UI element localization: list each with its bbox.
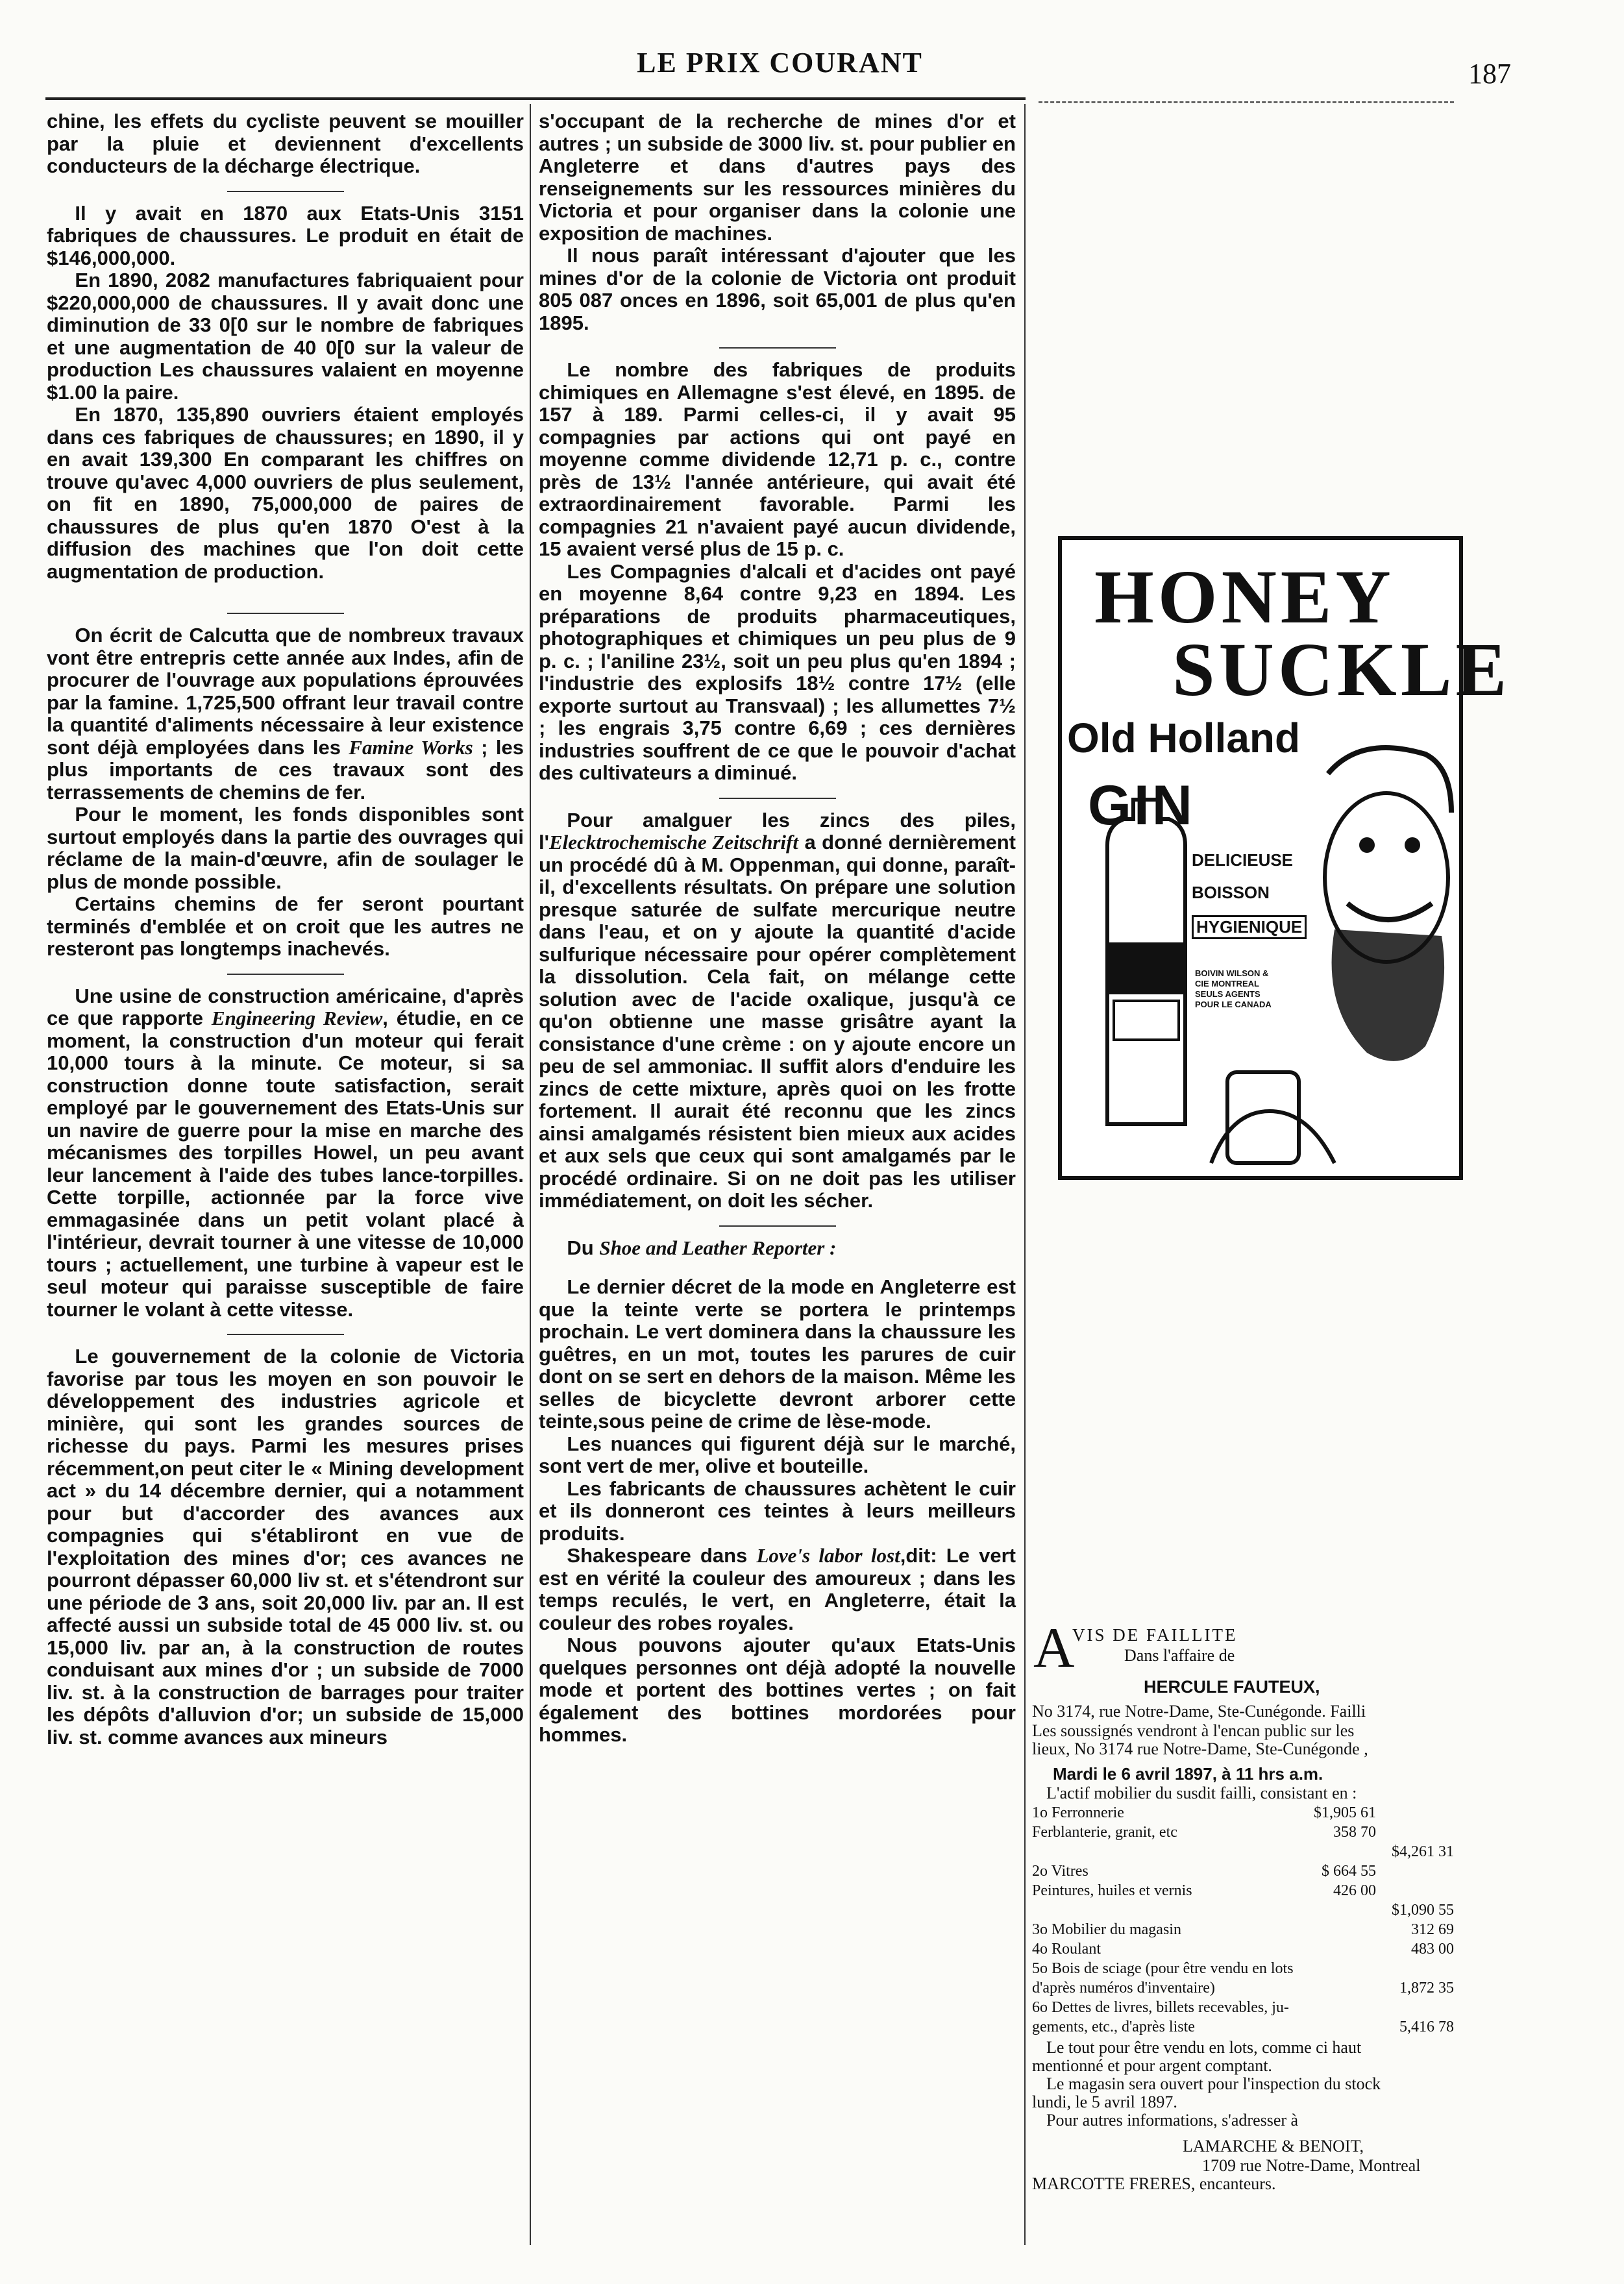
asset-amount: $1,905 61 — [1314, 1804, 1376, 1821]
ad-agents: BOIVIN WILSON & CIE MONTREAL SEULS AGENTS POUR LE CANADA — [1195, 968, 1272, 1009]
asset-label — [1032, 1900, 1305, 1920]
asset-row — [1032, 2017, 1454, 2037]
asset-row — [1032, 1959, 1454, 1978]
drop-cap: A — [1033, 1617, 1075, 1680]
notice-line: Pour autres informations, s'adresser à — [1046, 2111, 1299, 2130]
notice-line: Le magasin sera ouvert pour l'inspection du stock — [1046, 2074, 1381, 2093]
notice-line: mentionné et pour argent comptant. — [1032, 2056, 1272, 2075]
column-middle — [539, 110, 1016, 2245]
asset-amount: 426 00 — [1333, 1882, 1376, 1899]
column-left — [47, 110, 524, 2245]
notice-line: lieux, No 3174 rue Notre-Dame, Ste-Cunégonde , — [1032, 1739, 1368, 1758]
asset-label: d'après numéros d'inventaire) — [1032, 1980, 1215, 1996]
article-paragraph: Le dernier décret de la mode en Angleterre est que la teinte verte se portera le printemps prochain. Le vert dominera dans la chaussure les guêtres, en un mot, toutes les parures de cuir dont on se sert en dehors de la maison. Même les selles de bicyclette devront arborer cette teinte,sous peine de crime de lèse-mode. — [539, 1275, 1016, 1432]
asset-row — [1032, 1900, 1454, 1920]
page-title: LE PRIX COURANT — [637, 47, 923, 79]
header-rule-dashed — [1039, 101, 1454, 103]
article-paragraph: Une usine de construction américaine, d'après ce que rapporte Engineering Review, étudie, en ce moment, la construction d'un moteur qui ferait 10,000 tours à la minute. Ce moteur, si sa construction donne toute satisfaction, serait employé par le gouvernement des Etats-Unis sur un navire de guerre pour la mise en marche des mécanismes des torpilles Howel, un peu avant leur lancement à l'aide des tubes lance-torpilles. Cette torpille, actionnée par la force vive emmagasinée dans un petit volant placé à l'intérieur, devrait tourner à une vitesse de 10,000 tours ; actuellement, une turbine à vapeur est le seul moteur qui paraisse susceptible de faire tourner le volant à cette vitesse. — [47, 984, 524, 1321]
asset-row — [1032, 1881, 1454, 1900]
notice-context: Dans l'affaire de — [1124, 1646, 1235, 1665]
article-paragraph: Il nous paraît intéressant d'ajouter que les mines d'or de la colonie de Victoria ont produit 805 087 onces en 1896, soit 65,001 de plus qu'en 1895. — [539, 244, 1016, 334]
asset-label: Ferblanterie, granit, etc — [1032, 1824, 1177, 1841]
asset-amount — [1305, 1842, 1376, 1861]
asset-amount — [1305, 1900, 1376, 1920]
asset-subtotal — [1376, 1959, 1454, 1978]
asset-subtotal: $1,090 55 — [1392, 1902, 1454, 1919]
asset-subtotal — [1376, 1823, 1454, 1842]
asset-row — [1032, 1920, 1454, 1939]
firm-name: LAMARCHE & BENOIT, — [1183, 2137, 1364, 2155]
asset-row — [1032, 1939, 1454, 1959]
article-separator — [227, 974, 344, 975]
firm-address: 1709 rue Notre-Dame, Montreal — [1202, 2156, 1421, 2175]
asset-subtotal: $4,261 31 — [1392, 1843, 1454, 1860]
article-paragraph: En 1890, 2082 manufactures fabriquaient pour $220,000,000 de chaussures. Il y avait donc une diminution de 33 0[0 sur le nombre de fabriques et une augmentation de 40 0[0 sur la valeur de production Les chaussures valaient en moyenne $1.00 la paire. — [47, 269, 524, 404]
article-separator — [719, 347, 836, 349]
asset-label: 1o Ferronnerie — [1032, 1804, 1124, 1821]
article-separator — [227, 1334, 344, 1335]
asset-amount — [1305, 2017, 1376, 2037]
asset-label: 2o Vitres — [1032, 1863, 1089, 1880]
asset-label: 5o Bois de sciage (pour être vendu en lots — [1032, 1960, 1294, 1977]
article-separator — [719, 798, 836, 799]
article-paragraph: En 1870, 135,890 ouvriers étaient employés dans ces fabriques de chaussures; en 1890, il y en avait 139,300 En comparant les chiffres on trouve qu'avec 4,000 ouvriers de plus seulement, on fit en 1890, 75,000,000 de paires de chaussures de plus qu'en 1870 O'est à la diffusion des machines que l'on doit cette augmentation de production. — [47, 403, 524, 583]
article-separator — [227, 191, 344, 192]
asset-subtotal — [1376, 1803, 1454, 1823]
article-paragraph: Shakespeare dans Love's labor lost,dit: Le vert est en vérité la couleur des amoureux ; dans les temps reculés, le vert, en Angleterre, était la couleur des robes royales. — [539, 1544, 1016, 1634]
asset-amount — [1305, 1920, 1376, 1939]
asset-subtotal: 5,416 78 — [1399, 2019, 1454, 2035]
asset-row — [1032, 1998, 1454, 2017]
brand-name: HONEY — [1094, 554, 1395, 639]
asset-subtotal: 312 69 — [1411, 1921, 1454, 1938]
asset-subtotal: 483 00 — [1411, 1941, 1454, 1958]
article-paragraph: On écrit de Calcutta que de nombreux travaux vont être entrepris cette année aux Indes, afin de procurer de l'ouvrage aux populations éprouvées par la famine. 1,725,500 offrant leur travail contre la quantité d'aliments nécessaire à leur existence sont déjà employées dans les Famine Works ; les plus importants de ces travaux sont des terrassements de chemins de fer. — [47, 624, 524, 804]
article-paragraph: Les fabricants de chaussures achètent le cuir et ils donneront ces teintes à leurs meilleurs produits. — [539, 1477, 1016, 1545]
asset-row — [1032, 1803, 1454, 1823]
notice-line: Le tout pour être vendu en lots, comme ci haut — [1046, 2038, 1362, 2057]
header-rule — [45, 97, 1026, 100]
page-number: 187 — [1468, 58, 1511, 90]
article-paragraph: Pour le moment, les fonds disponibles sont surtout employés dans la partie des ouvrages qui réclame de la main-d'œuvre, afin de soulager le plus de monde possible. — [47, 803, 524, 893]
article-paragraph: Le gouvernement de la colonie de Victoria favorise par tous les moyen en son pouvoir le développement des industries agricole et minière, qui sont les grandes sources de richesse du pays. Parmi les mesures prises récemment,on peut citer le « Mining development act » du 14 décembre dernier, qui a notamment pour but d'accorder des avances aux compagnies qui s'établiront en vue de l'exploitation des mines d'or; ces avances ne pourront dépasser 60,000 liv st. et s'étendront sur une période de 3 ans, soit 20,000 liv. par an. Il est affecté aussi un subside total de 45 000 liv. st. ou 15,000 liv. par an, à la construction de routes conduisant aux mines d'or ; un subside de 7000 liv. st. à la construction de barrages pour traiter les dépôts d'alluvion d'or; un subside de 15,000 liv. st. comme avances aux mineurs — [47, 1345, 524, 1749]
source-line: Du Shoe and Leather Reporter : — [567, 1236, 837, 1259]
product-name: Old Holland — [1067, 715, 1301, 761]
debtor-name: HERCULE FAUTEUX, — [1144, 1677, 1320, 1697]
ad-tagline: HYGIENIQUE — [1192, 915, 1307, 939]
asset-label — [1032, 1842, 1305, 1861]
asset-subtotal: 1,872 35 — [1399, 1980, 1454, 1996]
asset-label: gements, etc., d'après liste — [1032, 2019, 1195, 2035]
asset-subtotal — [1376, 1881, 1454, 1900]
bankruptcy-notice — [1027, 1617, 1460, 2246]
asset-amount — [1305, 1978, 1376, 1998]
sale-date: Mardi le 6 avril 1897, à 11 hrs a.m. — [1053, 1764, 1323, 1784]
article-separator — [719, 1225, 836, 1227]
asset-amount: $ 664 55 — [1322, 1863, 1376, 1880]
notice-line: No 3174, rue Notre-Dame, Ste-Cunégonde. Failli — [1032, 1702, 1366, 1721]
asset-amount: 358 70 — [1333, 1824, 1376, 1841]
article-paragraph: Il y avait en 1870 aux Etats-Unis 3151 fabriques de chaussures. Le produit en était de $146,000,000. — [47, 201, 524, 269]
column-divider — [530, 104, 531, 2245]
product-name: GIN — [1088, 774, 1195, 837]
article-separator — [227, 613, 344, 614]
asset-amount — [1305, 1959, 1376, 1978]
asset-label: 3o Mobilier du magasin — [1032, 1921, 1181, 1938]
article-paragraph: Les nuances qui figurent déjà sur le marché, sont vert de mer, olive et bouteille. — [539, 1432, 1016, 1477]
notice-line: lundi, le 5 avril 1897. — [1032, 2093, 1177, 2111]
column-divider — [1024, 104, 1026, 2245]
ad-tagline: BOISSON — [1192, 883, 1270, 902]
gin-advertisement — [1058, 536, 1511, 1180]
asset-row — [1032, 1842, 1454, 1861]
article-paragraph: Pour amalguer les zincs des piles, l'Elecktrochemische Zeitschrift a donné dernièrement un procédé dû à M. Oppenman, qui donne, paraît-il, d'excellents résultats. On prépare une solution presque saturée de sulfate mercurique neutre dans l'eau, et on y ajoute la quantité d'acide sulfurique nécessaire pour opérer complètement la dissolution. Cela fait, on mélange cette solution avec de l'acide oxalique, jusqu'à ce qu'on obtienne une masse grisâtre ayant la consistance d'une crème : on y ajoute encore un peu de sel ammoniac. Il suffit alors d'enduire les zincs de cette mixture, après quoi on les frotte fortement. Il aurait été reconnu que les zincs ainsi amalgamés résistent bien mieux aux acides et aux sels que ceux qui sont amalgamés par le procédé ordinaire. Si on ne doit pas les utiliser immédiatement, on doit les sécher. — [539, 808, 1016, 1212]
asset-label: Peintures, huiles et vernis — [1032, 1882, 1192, 1899]
article-paragraph: Les Compagnies d'alcali et d'acides ont payé en moyenne 8,64 contre 9,23 en 1894. Les préparations de produits pharmaceutiques, photographiques et chimiques un peu plus de 9 p. c. ; l'aniline 23½, soit un peu plus qu'en 1894 ; l'industrie des explosifs 18½ contre 17½ (elle exporte surtout au Transvaal) ; les allumettes 7½ ; les engrais 3,75 contre 6,69 ; ces dernières industries souffrent de ce que le pouvoir d'achat des cultivateurs a diminué. — [539, 559, 1016, 784]
notice-line: Les soussignés vendront à l'encan public sur les — [1032, 1721, 1355, 1740]
asset-subtotal — [1376, 1861, 1454, 1881]
article-paragraph: Certains chemins de fer seront pourtant terminés d'emblée et on croit que les autres ne resteront pas longtemps inachevés. — [47, 892, 524, 960]
auctioneers: MARCOTTE FRERES, encanteurs. — [1032, 2174, 1276, 2193]
asset-amount — [1305, 1998, 1376, 2017]
asset-amount — [1305, 1939, 1376, 1959]
asset-row — [1032, 1978, 1454, 1998]
article-paragraph: Nous pouvons ajouter qu'aux Etats-Unis quelques personnes ont déjà adopté la nouvelle mode et portent des bottines vertes ; on fait également des bottines mordorées pour hommes. — [539, 1634, 1016, 1746]
article-paragraph: Le nombre des fabriques de produits chimiques en Allemagne s'est élevé, en 1895. de 157 à 189. Parmi celles-ci, il y avait 95 compagnies par actions qui ont payé en moyenne comme dividende 12,71 p. c., contre près de 13½ l'année antérieure, qui avait été extraordinairement favorable. Parmi les compagnies 21 n'avaient payé aucun dividende, 15 avaient versé plus de 15 p. c. — [539, 358, 1016, 560]
ad-tagline: DELICIEUSE — [1192, 850, 1294, 870]
article-paragraph: chine, les effets du cycliste peuvent se mouiller par la pluie et deviennent d'excellents conducteurs de la décharge électrique. — [47, 110, 524, 177]
assets-table — [1032, 1803, 1454, 2037]
notice-title: VIS DE FAILLITE — [1072, 1625, 1238, 1645]
asset-label: 4o Roulant — [1032, 1941, 1101, 1958]
asset-label: 6o Dettes de livres, billets recevables, ju- — [1032, 1999, 1289, 2016]
asset-row — [1032, 1823, 1454, 1842]
assets-intro: L'actif mobilier du susdit failli, consistant en : — [1046, 1784, 1357, 1802]
asset-subtotal — [1376, 1998, 1454, 2017]
brand-name: SUCKLE — [1172, 627, 1511, 712]
asset-row — [1032, 1861, 1454, 1881]
article-paragraph: s'occupant de la recherche de mines d'or et autres ; un subside de 3000 liv. st. pour publier en Angleterre et dans d'autres pays des renseignements sur les ressources minières du Victoria et pour organiser dans la colonie une exposition de machines. — [539, 110, 1016, 245]
